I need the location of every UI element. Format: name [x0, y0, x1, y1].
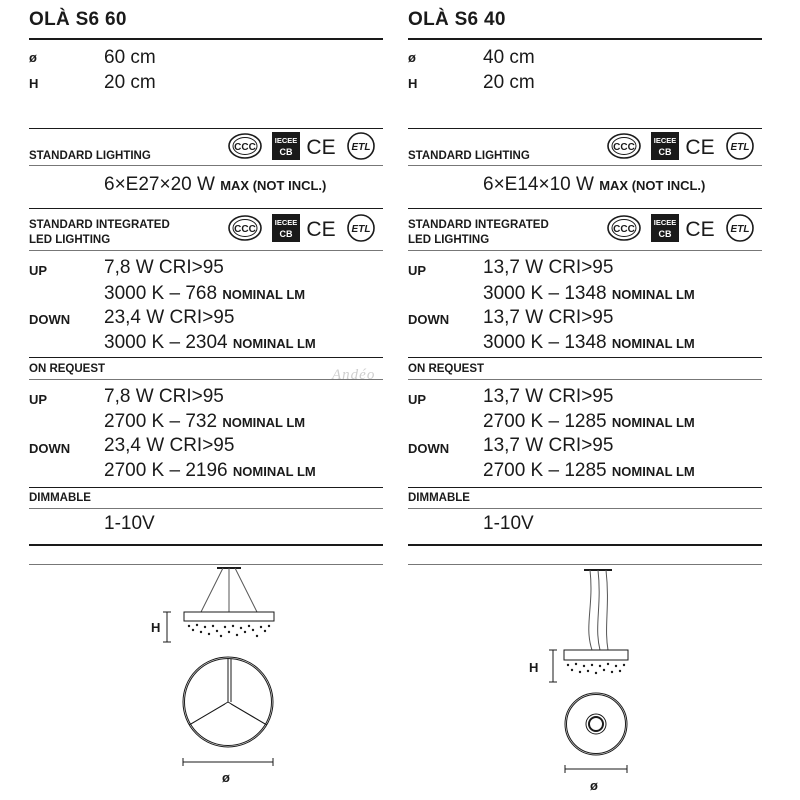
height-label: H [29, 76, 39, 91]
down-label: DOWN [408, 312, 450, 327]
svg-text:CCC: CCC [613, 224, 635, 235]
standard-lighting-spec [483, 174, 705, 196]
iecee-cb-mark-icon [651, 214, 679, 242]
svg-text:CB: CB [658, 229, 672, 239]
divider [408, 165, 762, 166]
product-title: OLÀ S6 40 [408, 9, 506, 30]
divider [408, 379, 762, 380]
spec-main: 6×E14×10 W [483, 174, 594, 195]
down-label: DOWN [29, 441, 71, 456]
integrated-heading-line2: LED LIGHTING [408, 234, 490, 246]
lamp-top-view [565, 693, 627, 755]
divider [29, 508, 383, 509]
down-flux [104, 332, 316, 354]
divider [29, 165, 383, 166]
svg-text:ETL: ETL [730, 142, 750, 153]
spec-main: 6×E27×20 W [104, 174, 215, 195]
etl-mark-icon [727, 133, 753, 159]
up-power: 7,8 W CRI>95 [104, 257, 224, 278]
lamp-body-side [184, 612, 274, 621]
divider [408, 128, 762, 129]
divider [408, 250, 762, 251]
diameter-dimension [183, 758, 273, 766]
height-dimension-label: H [529, 660, 539, 675]
standard-lighting-heading: STANDARD LIGHTING [408, 150, 530, 162]
certification-marks [606, 130, 756, 162]
product-column-ola-s6-60 [29, 0, 383, 800]
down-flux-value: 2700 K – 2196 [104, 460, 228, 481]
divider [29, 379, 383, 380]
up-power: 13,7 W CRI>95 [483, 386, 614, 407]
up-flux-value: 2700 K – 1285 [483, 411, 607, 432]
divider [29, 564, 383, 565]
svg-text:ETL: ETL [351, 142, 371, 153]
nominal-lm-unit: NOMINAL LM [611, 287, 695, 302]
svg-text:CB: CB [658, 147, 672, 157]
spec-suffix: MAX (NOT INCL.) [220, 178, 327, 193]
on-request-heading: ON REQUEST [408, 363, 485, 375]
ccc-mark-icon [229, 216, 261, 240]
watermark: Andéo [332, 367, 376, 383]
svg-text:IECEE: IECEE [274, 218, 298, 227]
diameter-label: ø [408, 50, 416, 65]
standard-lighting-spec [104, 174, 326, 196]
down-flux-value: 3000 K – 1348 [483, 332, 607, 353]
integrated-heading-line1: STANDARD INTEGRATED [29, 219, 170, 231]
divider [29, 128, 383, 129]
svg-text:CE: CE [685, 136, 715, 159]
height-value: 20 cm [483, 72, 535, 93]
down-power: 23,4 W CRI>95 [104, 435, 235, 456]
divider [408, 487, 762, 488]
down-power: 13,7 W CRI>95 [483, 307, 614, 328]
divider [408, 508, 762, 509]
up-label: UP [408, 263, 427, 278]
suspension-cables [201, 568, 257, 612]
up-flux-value: 3000 K – 768 [104, 283, 218, 304]
svg-text:CE: CE [306, 136, 336, 159]
product-diagram-40 [408, 566, 762, 800]
ccc-mark-icon [229, 134, 261, 158]
certification-marks [227, 130, 377, 162]
dimmable-value: 1-10V [483, 513, 534, 534]
up-flux-value: 2700 K – 732 [104, 411, 218, 432]
divider [29, 38, 383, 40]
svg-text:IECEE: IECEE [653, 218, 677, 227]
up-flux [104, 411, 305, 433]
product-column-ola-s6-40 [408, 0, 762, 800]
on-request-heading: ON REQUEST [29, 363, 106, 375]
ce-mark-icon [685, 136, 714, 159]
dimmable-heading: DIMMABLE [29, 492, 91, 504]
ce-mark-icon [306, 218, 335, 241]
divider [29, 250, 383, 251]
lamp-top-view [183, 657, 273, 747]
iecee-cb-mark-icon [272, 214, 300, 242]
nominal-lm-unit: NOMINAL LM [222, 415, 306, 430]
ce-mark-icon [685, 218, 714, 241]
down-power: 13,7 W CRI>95 [483, 435, 614, 456]
spec-suffix: MAX (NOT INCL.) [599, 178, 706, 193]
divider [29, 208, 383, 209]
suspension-cables [584, 570, 612, 650]
divider [408, 544, 762, 546]
nominal-lm-unit: NOMINAL LM [611, 415, 695, 430]
nominal-lm-unit: NOMINAL LM [222, 287, 306, 302]
etl-mark-icon [348, 215, 374, 241]
diameter-dimension-label: ø [222, 770, 230, 785]
diameter-dimension [565, 765, 627, 773]
nominal-lm-unit: NOMINAL LM [611, 336, 695, 351]
product-title: OLÀ S6 60 [29, 9, 127, 30]
ce-mark-icon [306, 136, 335, 159]
up-label: UP [408, 392, 427, 407]
divider [408, 208, 762, 209]
integrated-heading-line1: STANDARD INTEGRATED [408, 219, 549, 231]
svg-text:CE: CE [306, 218, 336, 241]
up-label: UP [29, 392, 48, 407]
ccc-mark-icon [608, 216, 640, 240]
svg-text:CB: CB [279, 229, 293, 239]
svg-text:CCC: CCC [613, 142, 635, 153]
height-dimension [549, 650, 557, 682]
iecee-cb-mark-icon [651, 132, 679, 160]
diameter-dimension-label: ø [590, 778, 598, 793]
up-flux [104, 283, 305, 305]
up-power: 7,8 W CRI>95 [104, 386, 224, 407]
svg-text:IECEE: IECEE [653, 136, 677, 145]
height-value: 20 cm [104, 72, 156, 93]
up-flux-value: 3000 K – 1348 [483, 283, 607, 304]
down-flux [483, 332, 695, 354]
product-diagram-60 [29, 566, 383, 800]
ccc-mark-icon [608, 134, 640, 158]
up-flux [483, 283, 695, 305]
height-dimension [163, 612, 171, 642]
crystal-drops [188, 624, 270, 637]
down-flux [104, 460, 316, 482]
divider [29, 357, 383, 358]
svg-text:CE: CE [685, 218, 715, 241]
etl-mark-icon [727, 215, 753, 241]
divider [408, 564, 762, 565]
nominal-lm-unit: NOMINAL LM [232, 464, 316, 479]
down-label: DOWN [408, 441, 450, 456]
divider [29, 487, 383, 488]
svg-text:ETL: ETL [730, 224, 750, 235]
dimmable-heading: DIMMABLE [408, 492, 470, 504]
svg-text:ETL: ETL [351, 224, 371, 235]
diameter-value: 60 cm [104, 47, 156, 68]
dimmable-value: 1-10V [104, 513, 155, 534]
up-power: 13,7 W CRI>95 [483, 257, 614, 278]
svg-text:IECEE: IECEE [274, 136, 298, 145]
etl-mark-icon [348, 133, 374, 159]
down-flux [483, 460, 695, 482]
up-flux [483, 411, 695, 433]
integrated-heading [29, 218, 170, 248]
lamp-body-side [564, 650, 628, 660]
divider [408, 38, 762, 40]
integrated-heading [408, 218, 549, 248]
height-label: H [408, 76, 418, 91]
divider [408, 357, 762, 358]
svg-text:CB: CB [279, 147, 293, 157]
certification-marks [606, 212, 756, 244]
integrated-heading-line2: LED LIGHTING [29, 234, 111, 246]
svg-text:CCC: CCC [234, 224, 256, 235]
nominal-lm-unit: NOMINAL LM [232, 336, 316, 351]
up-label: UP [29, 263, 48, 278]
nominal-lm-unit: NOMINAL LM [611, 464, 695, 479]
diameter-label: ø [29, 50, 37, 65]
iecee-cb-mark-icon [272, 132, 300, 160]
height-dimension-label: H [151, 620, 161, 635]
down-flux-value: 2700 K – 1285 [483, 460, 607, 481]
divider [29, 544, 383, 546]
down-flux-value: 3000 K – 2304 [104, 332, 228, 353]
certification-marks [227, 212, 377, 244]
diameter-value: 40 cm [483, 47, 535, 68]
down-power: 23,4 W CRI>95 [104, 307, 235, 328]
down-label: DOWN [29, 312, 71, 327]
svg-text:CCC: CCC [234, 142, 256, 153]
crystal-drops [567, 663, 625, 674]
standard-lighting-heading: STANDARD LIGHTING [29, 150, 151, 162]
